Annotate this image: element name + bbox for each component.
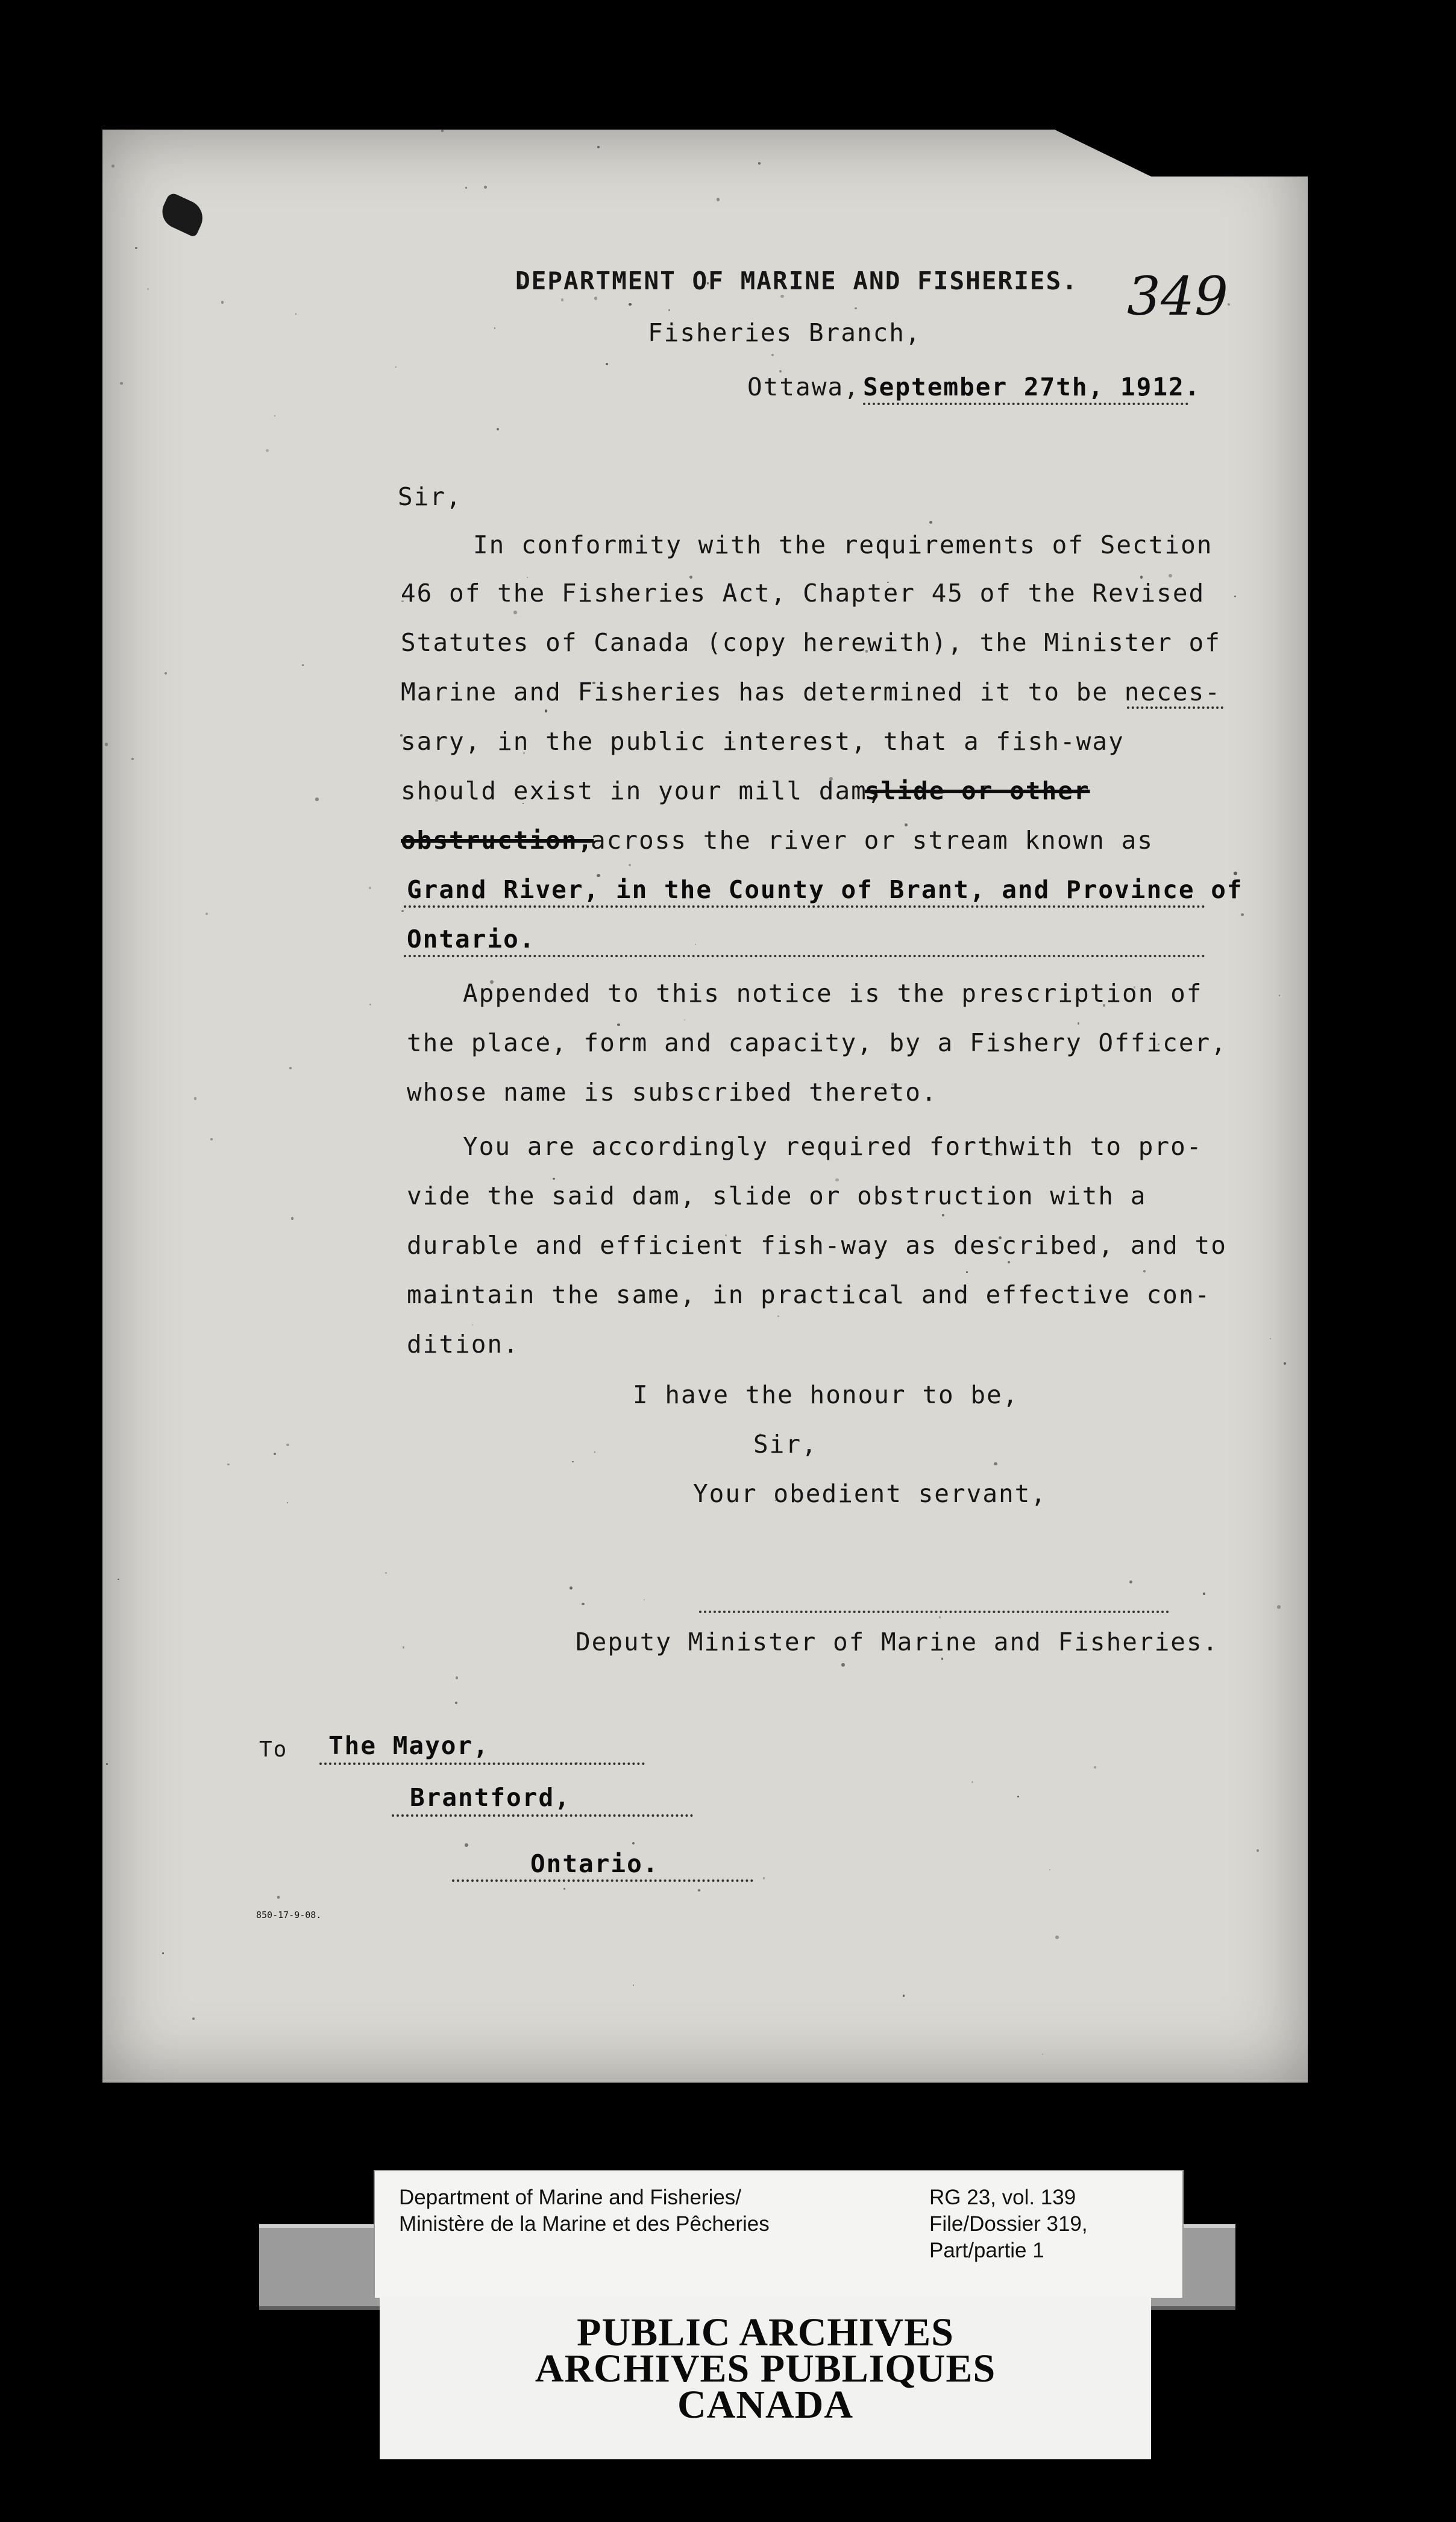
paper-speck [1203,1593,1205,1595]
archive-dept-en: Department of Marine and Fisheries/ [399,2186,742,2209]
paper-speck [403,1646,405,1649]
paper-speck [295,313,297,315]
paper-speck [494,327,495,329]
paper-speck [287,1502,288,1503]
paragraph3-line-1: You are accordingly required forthwith to pro- [463,1132,1203,1161]
body-line-6a: should exist in your mill dam, [401,776,883,805]
paper-speck [1094,1766,1096,1769]
paper-speck [369,887,371,889]
paper-speck [1234,596,1236,597]
paper-speck [606,363,608,365]
paper-speck [210,1138,213,1140]
paper-speck [1042,2054,1043,2055]
paper-speck [206,913,208,915]
body-line-8-filled: Grand River, in the County of Brant, and Province of [407,875,1243,904]
salutation: Sir, [398,482,462,511]
recipient-name: The Mayor, [328,1731,489,1760]
archive-stamp-line-3: CANADA [677,2383,853,2427]
paper-speck [570,1586,573,1590]
recipient-city: Brantford, [410,1783,571,1812]
closing-line-3: Your obedient servant, [693,1479,1047,1508]
paper-speck [1284,1362,1286,1365]
paper-speck [1008,1261,1010,1263]
struck-text-slide: slide or other [865,776,1090,805]
place-text: Ottawa, [747,373,860,401]
signature-title: Deputy Minister of Marine and Fisheries. [576,1627,1219,1656]
paper-speck [369,1004,371,1005]
paper-speck [1169,574,1172,577]
paper-speck [939,1616,941,1618]
paper-speck [1244,143,1246,145]
paper-speck [484,186,487,189]
closing-line-1: I have the honour to be, [633,1380,1019,1409]
paragraph3-line-3: durable and efficient fish-way as described, and to [407,1231,1227,1260]
city-underline [392,1814,693,1817]
paper-speck [277,1896,280,1899]
paper-speck [1234,872,1237,875]
paper-speck [302,664,304,666]
paper-speck [465,1843,468,1847]
paper-speck [717,198,720,201]
archive-reference-label [374,2170,1184,2299]
archive-file: File/Dossier 319, [929,2212,1088,2236]
paragraph3-line-2: vide the said dam, slide or obstruction with a [407,1181,1147,1210]
paper-speck [1049,1869,1051,1871]
body-line-1: In conformity with the requirements of Section [473,530,1213,559]
paper-speck [777,1315,779,1317]
province-underline [452,1879,753,1882]
closing-line-2: Sir, [753,1430,818,1459]
fill-line-9 [404,955,1205,957]
paper-speck [135,247,137,249]
paper-speck [192,2017,195,2020]
body-line-2: 46 of the Fisheries Act, Chapter 45 of the Revised [401,579,1205,608]
paper-speck [1228,303,1230,306]
recipient-underline [319,1763,645,1765]
paper-speck [771,354,774,356]
department-heading: DEPARTMENT OF MARINE AND FISHERIES. [515,266,1078,295]
paper-speck [582,1603,584,1605]
paper-speck [633,1984,634,1986]
paper-speck [597,146,600,148]
paper-speck [527,577,528,578]
body-line-9-filled: Ontario. [407,925,536,954]
paragraph3-line-5: dition. [407,1330,519,1359]
paper-speck [545,709,548,712]
paper-speck [563,1888,565,1890]
paper-speck [147,288,149,290]
paper-speck [1017,1796,1019,1797]
paper-speck [291,1217,294,1220]
paper-speck [632,1842,635,1844]
paper-speck [266,449,269,452]
paper-speck [966,1271,968,1273]
paper-speck [684,1019,685,1020]
paper-speck [221,301,224,303]
archive-stamp [380,2297,1151,2459]
paper-speck [1129,1580,1133,1584]
paragraph2-line-1: Appended to this notice is the prescription of [463,979,1203,1008]
body-line-3: Statutes of Canada (copy herewith), the Minister of [401,628,1221,657]
paper-speck [274,1453,276,1455]
recipient-province: Ontario. [530,1849,659,1878]
archive-stamp-line-1: PUBLIC ARCHIVES [577,2310,954,2354]
paper-speck [472,1324,473,1325]
paper-speck [841,1663,845,1667]
paper-speck [513,611,517,614]
paper-speck [227,1464,229,1465]
archive-dept-fr: Ministère de la Marine et des Pêcheries [399,2212,770,2236]
paper-speck [1078,1022,1079,1024]
underline-rule [1127,706,1223,709]
paper-speck [941,1658,944,1660]
date-text: September 27th, 1912. [863,373,1201,401]
branch-heading: Fisheries Branch, [648,318,921,347]
paper-speck [594,297,597,300]
paper-speck [111,165,115,168]
paper-speck [1257,1849,1259,1852]
paper-speck [120,382,123,385]
paper-speck [1241,913,1244,916]
paper-speck [286,1444,289,1447]
page-number: 349 [1127,265,1228,327]
fill-line-8 [404,905,1205,908]
paper-speck [1055,1936,1059,1939]
paragraph3-line-4: maintain the same, in practical and effective con- [407,1280,1211,1309]
paper-speck [971,1781,973,1783]
archive-part: Part/partie 1 [929,2239,1044,2262]
archive-rg-volume: RG 23, vol. 139 [929,2186,1076,2209]
paper-speck [594,1451,595,1453]
paper-speck [289,1067,292,1069]
paper-speck [1270,1338,1271,1339]
paper-speck [1277,1605,1280,1608]
paper-speck [465,187,467,189]
to-label: To [259,1737,288,1762]
paper-speck [903,1995,905,1997]
paper-speck [315,797,318,800]
paper-speck [553,1178,555,1180]
paper-speck [1279,995,1281,996]
paper-speck [855,307,856,309]
paper-speck [274,415,275,417]
form-code: 850-17-9-08. [256,1910,322,1920]
paper-speck [162,1952,164,1954]
paper-speck [617,1024,620,1026]
paper-speck [572,1461,574,1463]
paper-speck [1294,157,1296,159]
paper-speck [758,162,761,165]
body-line-4: Marine and Fisheries has determined it to be neces- [401,678,1221,706]
paper-speck [668,309,670,311]
paper-speck [194,1097,197,1100]
paragraph2-line-2: the place, form and capacity, by a Fishery Officer, [407,1028,1227,1057]
paper-speck [644,1599,645,1600]
paper-speck [105,743,108,746]
paper-speck [401,910,404,913]
paper-speck [106,1763,108,1765]
paper-speck [629,303,631,306]
paper-speck [1143,1270,1146,1272]
date-underline [863,403,1188,405]
paper-speck [395,366,397,368]
body-line-7b: across the river or stream known as [591,826,1153,855]
paper-speck [994,1462,997,1465]
paper-speck [131,758,134,760]
signature-line [699,1611,1169,1613]
paper-speck [456,1676,459,1679]
paragraph2-line-3: whose name is subscribed thereto. [407,1078,938,1107]
body-line-5: sary, in the public interest, that a fish-way [401,727,1125,756]
paper-speck [942,1214,944,1216]
paper-speck [929,521,932,524]
paper-speck [763,1877,765,1879]
archive-stamp-line-2: ARCHIVES PUBLIQUES [535,2347,996,2391]
paper-speck [385,1572,387,1574]
paper-speck [1140,576,1143,579]
paper-speck [165,672,167,675]
struck-text-obstruction: obstruction, [401,826,594,855]
paper-speck [561,298,563,301]
paper-speck [455,1702,457,1704]
paper-speck [118,1579,119,1580]
paper-speck [441,130,444,132]
paper-speck [698,1889,701,1892]
paper-speck [497,428,499,430]
paper-speck [629,864,631,866]
paper-speck [695,944,696,945]
